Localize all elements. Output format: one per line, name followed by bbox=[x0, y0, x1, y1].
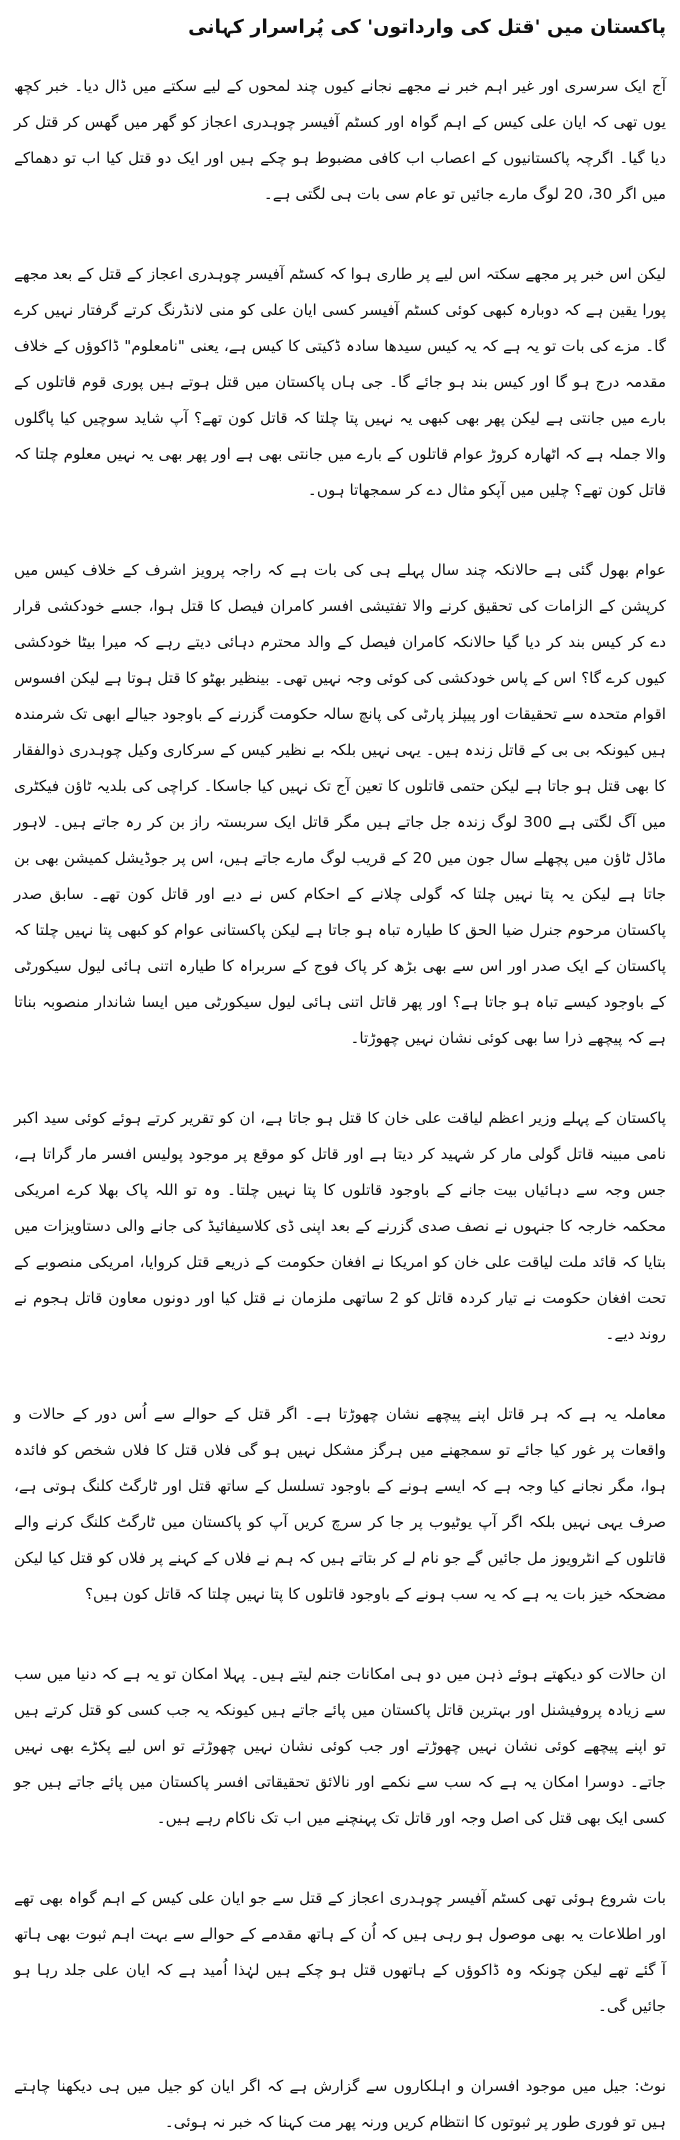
article-paragraph-3: عوام بھول گئی ہے حالانکہ چند سال پہلے ہی کی بات ہے کہ راجہ پرویز اشرف کے خلاف کیس میں کرپشن کے الزامات کی تحقیق کرنے والا تفتیشی افسر کامران فیصل کا قتل ہوا، جسے خودکشی قرار دے کر کیس بند کر دیا گیا حالانکہ کامران فیصل کے والد محترم دہائی دیتے رہے کہ میرا بیٹا خودکشی کیوں کرے گا؟ اس کے پاس خودکشی کی کوئی وجہ نہیں تھی۔ بینظیر بھٹو کا قتل ہوتا ہے لیکن افسوس اقوام متحدہ سے تحقیقات اور پیپلز پارٹی کی پانچ سالہ حکومت گزرنے کے باوجود جیالے ابھی تک شرمندہ ہیں کیونکہ بی بی کے قاتل زندہ ہیں۔ یہی نہیں بلکہ بے نظیر کیس کے سرکاری وکیل چوہدری ذوالفقار کا بھی قتل ہو جاتا ہے لیکن حتمی قاتلوں کا تعین آج تک نہیں کیا جاسکا۔ کراچی کی بلدیہ ٹاؤن فیکٹری میں آگ لگتی ہے 300 لوگ زندہ جل جاتے ہیں مگر قاتل ایک سربستہ راز بن کر رہ جاتے ہیں۔ لاہور ماڈل ٹاؤن میں پچھلے سال جون میں 20 کے قریب لوگ مارے جاتے ہیں، اس پر جوڈیشل کمیشن بھی بن جاتا ہے لیکن یہ پتا نہیں چلتا کہ گولی چلانے کے احکام کس نے دیے اور قاتل کون تھے۔ سابق صدر پاکستان مرحوم جنرل ضیا الحق کا طیارہ تباہ ہو جاتا ہے لیکن پاکستانی عوام کو کبھی پتا نہیں چلتا کہ پاکستان کے ایک صدر اور اس سے بھی بڑھ کر پاک فوج کے سربراہ کا طیارہ اتنی ہائی لیول سیکورٹی کے باوجود کیسے تباہ ہو جاتا ہے؟ اور پھر قاتل اتنی ہائی لیول سیکورٹی میں ایسا شاندار منصوبہ بناتا ہے کہ پیچھے ذرا سا بھی کوئی نشان نہیں چھوڑتا۔ bbox=[14, 561, 666, 1047]
article-paragraph-2: لیکن اس خبر پر مجھے سکتہ اس لیے پر طاری ہوا کہ کسٹم آفیسر چوہدری اعجاز کے قتل کے بعد مجھے پورا یقین ہے کہ دوبارہ کبھی کوئی کسٹم آفیسر کسی ایان علی کو منی لانڈرنگ کرتے گرفتار نہیں کرے گا۔ مزے کی بات تو یہ ہے کہ یہ کیس سیدھا سادہ ڈکیتی کا کیس ہے، یعنی "نامعلوم" ڈاکوؤں کے خلاف مقدمہ درج ہو گا اور کیس بند ہو جائے گا۔ جی ہاں پاکستان میں قتل ہوتے ہیں پوری قوم قاتلوں کے بارے میں جانتی ہے لیکن پھر بھی کبھی یہ نہیں پتا چلتا کہ قاتل کون تھے؟ آپ شاید سوچیں کیا پاگلوں والا جملہ ہے کہ اٹھارہ کروڑ عوام قاتلوں کے بارے میں جانتی بھی ہے اور پھر بھی یہ نہیں معلوم چلتا کہ قاتل کون تھے؟ چلیں میں آپکو مثال دے کر سمجھاتا ہوں۔ bbox=[14, 265, 666, 499]
article-paragraph-4: پاکستان کے پہلے وزیر اعظم لیاقت علی خان کا قتل ہو جاتا ہے، ان کو تقریر کرتے ہوئے کوئی سید اکبر نامی مبینہ قاتل گولی مار کر شہید کر دیتا ہے اور قاتل کو موقع پر موجود پولیس افسر مار گراتا ہے، جس وجہ سے دہائیاں بیت جانے کے باوجود قاتلوں کا پتا نہیں چلتا۔ وہ تو اللہ پاک بھلا کرے امریکی محکمہ خارجہ کا جنہوں نے نصف صدی گزرنے کے بعد اپنی ڈی کلاسیفائیڈ کی جانے والی دستاویزات میں بتایا کہ قائد ملت لیاقت علی خان کو امریکا نے افغان حکومت کے ذریعے قتل کروایا، امریکی منصوبے کے تحت افغان حکومت نے تیار کردہ قاتل کو 2 ساتھی ملزمان نے قتل کیا اور دونوں معاون قاتل ہجوم نے روند دیے۔ bbox=[14, 1109, 666, 1343]
article-paragraph-6: ان حالات کو دیکھتے ہوئے ذہن میں دو ہی امکانات جنم لیتے ہیں۔ پہلا امکان تو یہ ہے کہ دنیا میں سب سے زیادہ پروفیشنل اور بہترین قاتل پاکستان میں پائے جاتے ہیں کیونکہ یہ جب کسی کو قتل کرتے ہیں تو اپنے پیچھے کوئی نشان نہیں چھوڑتے اور جب کوئی نشان نہیں چھوڑتے تو اس لیے پکڑے بھی نہیں جاتے۔ دوسرا امکان یہ ہے کہ سب سے نکمے اور نالائق تحقیقاتی افسر پاکستان میں پائے جاتے ہیں جو کسی ایک بھی قتل کی اصل وجہ اور قاتل تک پہنچنے میں اب تک ناکام رہے ہیں۔ bbox=[14, 1665, 666, 1827]
article-title: پاکستان میں 'قتل کی وارداتوں' کی پُراسرار کہانی bbox=[188, 16, 666, 38]
article-paragraph-7: بات شروع ہوئی تھی کسٹم آفیسر چوہدری اعجاز کے قتل سے جو ایان علی کیس کے اہم گواہ بھی تھے اور اطلاعات یہ بھی موصول ہو رہی ہیں کہ اُن کے ہاتھ مقدمے کے حوالے سے بہت اہم ثبوت بھی ہاتھ آ گئے تھے لیکن چونکہ وہ ڈاکوؤں کے ہاتھوں قتل ہو چکے ہیں لہٰذا اُمید ہے کہ ایان علی جلد رہا ہو جائیں گی۔ bbox=[14, 1889, 666, 2015]
article-note: نوٹ: جیل میں موجود افسران و اہلکاروں سے گزارش ہے کہ اگر ایان کو جیل میں ہی دیکھنا چاہتے ہیں تو فوری طور پر ثبوتوں کا انتظام کریں ورنہ پھر مت کہنا کہ خبر نہ ہوئی۔ bbox=[14, 2077, 666, 2131]
article-paragraph-1: آج ایک سرسری اور غیر اہم خبر نے مجھے نجانے کیوں چند لمحوں کے لیے سکتے میں ڈال دیا۔ خبر کچھ یوں تھی کہ ایان علی کیس کے اہم گواہ اور کسٹم آفیسر چوہدری اعجاز کو گھر میں گھس کر قتل کر دیا گیا۔ اگرچہ پاکستانیوں کے اعصاب اب کافی مضبوط ہو چکے ہیں اور ایک دو قتل کیا اب تو دھماکے میں اگر 30، 20 لوگ مارے جائیں تو عام سی بات ہی لگتی ہے۔ bbox=[14, 77, 666, 203]
article-paragraph-5: معاملہ یہ ہے کہ ہر قاتل اپنے پیچھے نشان چھوڑتا ہے۔ اگر قتل کے حوالے سے اُس دور کے حالات و واقعات پر غور کیا جائے تو سمجھنے میں ہرگز مشکل نہیں ہو گی فلاں قتل کا فلاں شخص کو فائدہ ہوا، مگر نجانے کیا وجہ ہے کہ ایسے ہونے کے باوجود تسلسل کے ساتھ قتل اور ٹارگٹ کلنگ ہوتی ہے، صرف یہی نہیں بلکہ اگر آپ یوٹیوب پر جا کر سرچ کریں آپ کو پاکستان میں ٹارگٹ کلنگ کرنے والے قاتلوں کے انٹرویوز مل جائیں گے جو نام لے کر بتاتے ہیں کہ ہم نے فلاں کے کہنے پر فلاں کو قتل کیا لیکن مضحکہ خیز بات یہ ہے کہ یہ سب ہونے کے باوجود قاتلوں کا پتا نہیں چلتا کہ قاتل کون ہیں؟ bbox=[14, 1405, 666, 1603]
